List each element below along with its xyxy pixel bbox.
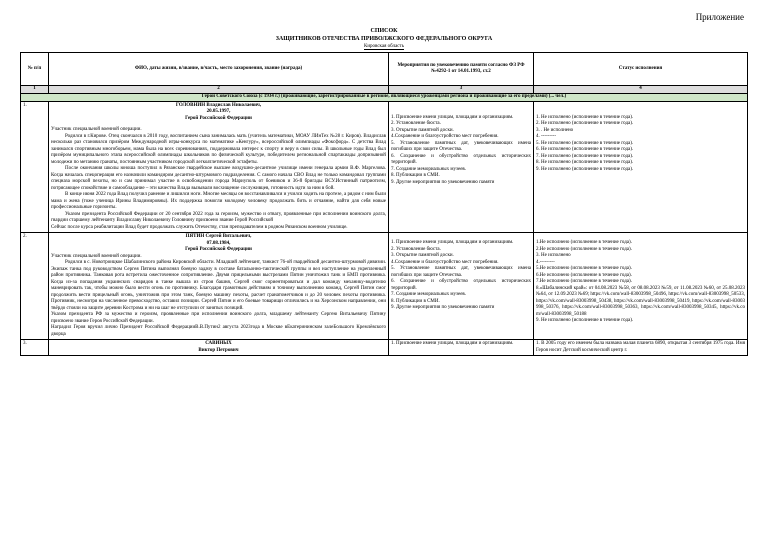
document-subtitle: ЗАЩИТНИКОВ ОТЕЧЕСТВА ПРИВОЛЖСКОГО ФЕДЕРАЛЬНОГО ОКРУГА [275, 36, 493, 42]
measure-item: 8. Публикации в СМИ. [391, 298, 440, 304]
person-dates: 20.05.1997, [206, 109, 231, 114]
person-dates: Виктор Петрович [198, 347, 239, 353]
col-number: 3 [389, 86, 534, 94]
status-item: 5. Не исполнено (исполнение в течение года). [536, 140, 634, 146]
section-row [21, 93, 748, 101]
row-number: 1. [21, 101, 49, 233]
person-title: Герой Российской Федерации [185, 115, 252, 121]
measure-item: 1. Присвоение имени улицам, площадям и организациям. [391, 240, 514, 245]
person-name: САВИНЫХ [205, 341, 232, 346]
fio-cell [49, 340, 389, 356]
measure-item: 9. Другие мероприятия по увековечению памяти [391, 305, 495, 310]
measure-item: 1. Присвоение имени улицам, площадям и организациям. [391, 341, 514, 346]
row-number: 3. [21, 340, 49, 356]
appendix-label: Приложение [695, 12, 744, 22]
measures-cell [389, 233, 534, 340]
measure-item: 5. Установление памятных дат, увековечивающих имена погибших при защите Отечества. [391, 140, 531, 152]
table-header-row [21, 53, 748, 86]
status-item: 1. В 2005 году его именем была названа малая планета 6890, открытая 3 сентября 1975 года. Имя Героя носит Детский космический центр г. [536, 341, 745, 353]
status-item: 8. Не исполнено (исполнение в течение года). [536, 160, 634, 165]
table-row [21, 101, 748, 233]
status-item: 2.Не исполнено (исполнение в течение года). [536, 246, 632, 252]
bio-paragraph: Наградил Героя вручил лично Президент Российской ФедерацииВ.В.Путин2 августа 2023года в Москве вЕкатерининском залеБольшого Кремлёвского дворца [51, 325, 386, 337]
measure-item: 2. Установление бюста. [391, 246, 441, 252]
status-item: 4. --------- [536, 134, 556, 139]
person-name: ПЯТИН Сергей Витальевич, [185, 234, 252, 239]
measure-item: 6. Сохранение и обустройство отдельных исторических территорий. [391, 279, 531, 291]
measure-item: 3. Открытие памятной доски. [391, 253, 454, 258]
status-item: 8.«Шабалинский край»: от 04.08.2023 №58, от 08.08.2023 №59, от 11.08.2023 №60, от 25.08.2023 №64, от 12.09.2023 №69; https://vk.com/wall-83003998_50496, https://vk.com/wall-83003998_50533, https://vk.com/wall-83003998_50438, https://vk.com/wall-83003998_50419, https://vk.com/wall-83003998_50376, https://vk.com/wall-83003998_50363, https://vk.com/wall-83003998_50345, https://vk.com/wall-83003998_50188 [536, 285, 745, 317]
person-dates: 07.08.1984, [206, 240, 231, 246]
status-item: 5.Не исполнено (исполнение в течение года). [536, 266, 632, 271]
measure-item: 7. Создание мемориальных музеев. [391, 292, 467, 297]
status-cell [534, 101, 748, 233]
region-name: Кировская область [363, 44, 404, 49]
bio-paragraph: После окончания школы юноша поступил в Рязанское гвардейское высшее воздушно-десантное училище имени генерала армии В.Ф. Маргелова. Когда началась спецоперация его назначили командиром десантно-штурмового подразделения. С самого начала СВО Влад не только командовал группами спецназа морской пехоты, но и сам принимал участие в освобождении города Мариуполь от боевиков и 36-й бригады ВСУ.Истинный патриотизм, потрясающее спокойствие и самообладание – эти качества Влада вызывали восхищение сослуживцев, готовность идти за ним в бой. [51, 166, 386, 191]
measure-item: 3. Открытие памятной доски. [391, 127, 454, 133]
table-row [21, 233, 748, 340]
col-header-status: Статус исполнения [534, 53, 748, 86]
measure-item: 1. Присвоение имени улицам, площадям и организациям. [391, 114, 514, 120]
status-item: 4.--------- [536, 259, 555, 265]
bio-paragraph: Участник специальной военной операции. [51, 127, 142, 132]
status-item: 6.Не исполнено (исполнение в течение года). [536, 272, 632, 278]
status-item: 9. Не исполнено (исполнение в течение года). [536, 166, 634, 172]
status-item: 7.Не исполнено (исполнение в течение года). [536, 279, 632, 284]
col-number: 2 [49, 86, 389, 94]
measure-item: 9. Другие мероприятия по увековечению памяти [391, 179, 495, 185]
defenders-table [20, 52, 748, 356]
status-item: 3. Не исполнено [536, 253, 571, 258]
status-item: 9. Не исполнено (исполнение в течение года). [536, 318, 634, 323]
measure-item: 2. Установление бюста. [391, 121, 441, 126]
status-item: 2. Не исполнено (исполнение в течение года). [536, 121, 634, 126]
measure-item: 4.Сохранение и благоустройство мест погребения. [391, 134, 499, 139]
status-item: 7. Не исполнено (исполнение в течение года). [536, 153, 634, 159]
col-header-num: № п/п [21, 53, 49, 86]
section-title: Герои Советского Союза (с 1934 г.) (проживающие, зарегистрированные в регионе, являющиеся уроженцами региона и проживающие за его пределами) (... чел.) [21, 93, 748, 101]
bio-paragraph: Сейчас после курса реабилитации Влад будет продолжать служить Отечеству, стан преподавателем в родном Рязанском военном училище. [51, 224, 348, 230]
bio-paragraph: Участник специальной военной операции. [51, 253, 142, 259]
col-header-measures: Мероприятия по увековечению памяти согласно ФЗ РФ №4292-1 от 14.01.1993, ст.2 [389, 53, 534, 86]
status-item: 1. Не исполнено (исполнение в течение года). [536, 114, 634, 120]
bio-paragraph: В конце июня 2022 года Влад получил ранение и лишился ноги. Многие месяцы он восстанавливался и учился ходить на протезе, а рядом с ним были мама и жена (тоже ученица Ирины Владимировны). Их поддержка помогли молодому человеку продолжать бить и отчаяние, найти для себя новые профессиональные горизонты. [51, 192, 386, 210]
document-title: СПИСОК [370, 28, 398, 34]
col-number: 4 [534, 86, 748, 94]
measure-item: 7. Создание мемориальных музеев. [391, 166, 467, 172]
col-header-fio: ФИО, даты жизни, в/звание, в/часть, место захоронения, звание (награда) [49, 53, 389, 86]
bio-paragraph: Указом президента РФ за мужество и героизм, проявленные при исполнении воинского долга, младшему лейтенанту Сергею Витальевичу Пятину присвоено звание Героя Российской Федерации. [51, 312, 386, 324]
bio-paragraph: Указом президента Российской Федерации от 20 сентября 2022 года за героизм, мужество и отвагу, проявленные при исполнении воинского долга, гвардии старшему лейтенанту Владиславу Николаевичу Головнину присвоено звание Герой Российской [51, 211, 386, 223]
col-number-row [21, 86, 748, 94]
status-cell [534, 233, 748, 340]
fio-cell [49, 233, 389, 340]
person-title: Герой Российской Федерации [185, 247, 252, 252]
bio-paragraph: Родился в г.Кирове. Отец скончался в 2010 году, воспитанием сына занималась мать (учитель математики, МОАУ ЛИнТех №28 г. Киров). Владислав несколько раз становился призёром Международной игры-конкурса по математике «Кенгуру», всероссийской олимпиады «Фоксфорд». С детства Влад занимался спортивным многоборьем, мама была на всех соревнованиях, поддерживала интерес к спорту и веру в свои силы. В школьные годы Влад был призёром муниципального этапа всероссийской олимпиады школьников по физической культуре, победителем региональной спартакиады допризывной молодежи по метанию гранаты, постоянным участником городской легкоатлетической эстафеты. [51, 133, 386, 165]
col-number: 1 [21, 86, 49, 94]
bio-paragraph: Родился в с. Новотроицкое Шабалинского района Кировской области. Младший лейтенант, танкист 76-ой гвардейской десантно-штурмовой дивизии. Экипаж танка под руководством Сергея Пятина выполнял боевую задачу в составе батальонно-тактической группы и вел наступление на укрепленный район противника. Танковая рота встретила ожесточенное сопротивление. Двумя прицельными выстрелами Пятин уничтожил танк и БМП противника. Когда из-за попадания украинских снарядов в танке вышла из строя башня, Сергей смог сориентироваться и дал команду механику-водителю маневрировать так, чтобы можно было вести огонь по противнику. Благодаря грамотным действиям и точному выполнению команд, Сергей Пятин смог продолжить вести прицельный огонь, уничтожив при этом танк, боевую машину пехоты, расчет гранатометчиков и до 20 человек пехоты противника. Противник, несмотря на численное превосходство, оставил позиции. Сергей Пятин и его боевые товарищи отличились и на Херсонском направлении, они твёрдо стояли на защите деревни Кострома и ни на шаг не отступили от занятых позиций. [51, 260, 386, 311]
status-cell [534, 340, 748, 356]
person-name: ГОЛОВНИН Владислав Николаевич, [175, 102, 262, 108]
measure-item: 8. Публикации в СМИ. [391, 173, 440, 178]
measures-cell [389, 340, 534, 356]
status-item: 1.Не исполнено (исполнение в течение года). [536, 240, 632, 245]
measure-item: 5. Установление памятных дат, увековечивающих имена погибших при защите Отечества. [391, 266, 531, 278]
status-item: 3. . Не исполнено [536, 127, 574, 133]
row-number: 2. [21, 233, 49, 340]
measure-item: 4.Сохранение и благоустройство мест погребения. [391, 259, 499, 265]
measures-cell [389, 101, 534, 233]
measure-item: 6. Сохранение и обустройство отдельных исторических территорий. [391, 153, 531, 165]
status-item: 6. Не исполнено (исполнение в течение года). [536, 147, 634, 152]
fio-cell [49, 101, 389, 233]
table-row [21, 340, 748, 356]
